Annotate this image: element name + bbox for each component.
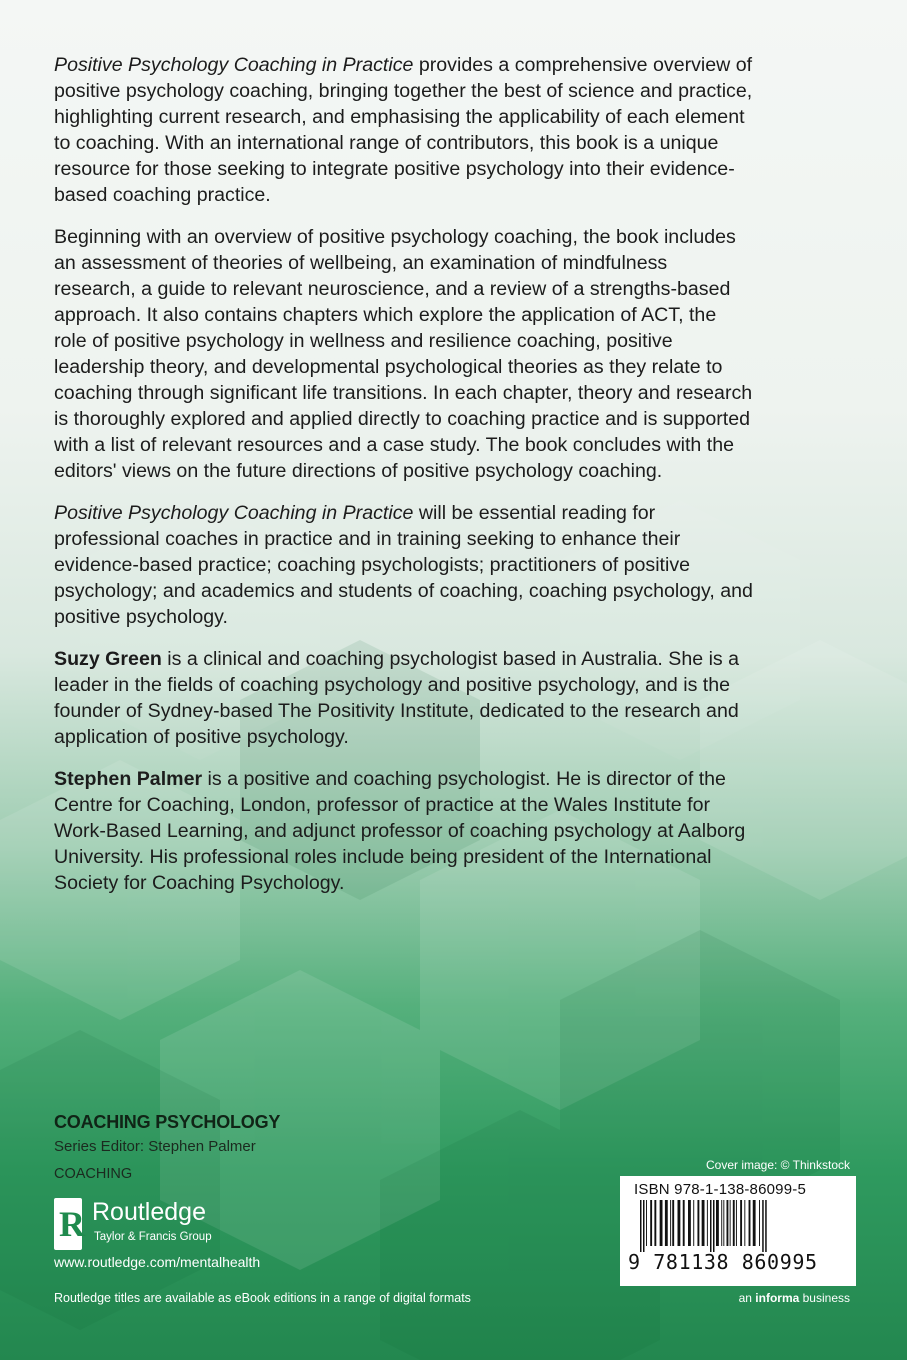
book-title-italic: Positive Psychology Coaching in Practice [54,54,414,76]
barcode-bar [723,1200,724,1246]
barcode-bar [710,1200,712,1252]
ebook-note: Routledge titles are available as eBook editions in a range of digital formats [54,1291,471,1305]
isbn-label: ISBN 978-1-138-86099-5 [634,1181,807,1198]
barcode-bar [650,1200,652,1246]
author-bio-green: Suzy Green is a clinical and coaching psychologist based in Australia. She is a leader in the fields of coaching psychology and positive psychology, and is the founder of Sydney-based The Positivity Institute, dedicated to the research and application of positive psychology. [54,648,740,748]
barcode-bar [762,1200,764,1252]
back-cover-blurb [54,52,754,912]
book-title-italic: Positive Psychology Coaching in Practice [54,502,414,524]
barcode-digits: 9 781138 860995 [628,1250,818,1274]
barcode-bar [688,1200,691,1246]
barcode-bar [759,1200,760,1246]
routledge-logo [54,1198,244,1252]
cover-image-credit: Cover image: © Thinkstock [705,1158,850,1172]
routledge-r-icon: R [54,1198,82,1250]
barcode-bar [730,1200,731,1246]
barcode-bar [670,1200,671,1246]
barcode-bar [765,1200,767,1252]
isbn-barcode [620,1176,856,1286]
author-bio-palmer: Stephen Palmer is a positive and coaching psychologist. He is director of the Centre for Coaching, London, professor of practice at the Wales Institute for Work-Based Learning, and adjunct professor of coaching psychology at Aalborg University. His professional roles include being president of the International Society for Coaching Psychology. [54,768,746,894]
barcode-bar [660,1200,663,1246]
publisher-website[interactable]: www.routledge.com/mentalhealth [54,1254,261,1270]
author-name: Suzy Green [54,648,162,670]
barcode-bar [721,1200,722,1246]
barcode-bar [744,1200,745,1246]
barcode-bar [749,1200,751,1246]
barcode-bar [683,1200,685,1246]
barcode-bar [646,1200,647,1246]
barcode-bar [716,1200,719,1246]
barcode-bar [702,1200,705,1246]
barcode-bar [727,1200,729,1246]
informa-business: an informa business [738,1291,850,1305]
barcode-bar [736,1200,737,1246]
author-name: Stephen Palmer [54,768,203,790]
barcode-bar [672,1200,674,1246]
barcode-bar [643,1200,645,1252]
subject-category: COACHING [54,1166,133,1182]
barcode-bars [638,1200,838,1252]
publisher-group: Taylor & Francis Group [94,1231,212,1243]
barcode-bar [740,1200,742,1246]
barcode-bar [640,1200,642,1252]
barcode-bar [707,1200,708,1246]
blurb-paragraph-2: Beginning with an overview of positive psychology coaching, the book includes an assessment of theories of wellbeing, an examination of mindfulness research, a guide to relevant neuroscience, and a review of a strengths-based approach. It also contains chapters which explore the application of ACT, the role of positive psychology in wellness and resilience coaching, positive leadership theory, and developmental psychological theories as they relate to coaching through significant life transitions. In each chapter, theory and research is thoroughly explored and applied directly to coaching practice and is supported with a list of relevant resources and a case study. The book concludes with the editors' views on the future directions of positive psychology coaching. [54,226,753,482]
barcode-bar [665,1200,668,1246]
barcode-bar [713,1200,715,1252]
blurb-paragraph-3: Positive Psychology Coaching in Practice will be essential reading for professional coaches in practice and in training seeking to enhance their evidence-based practice; coaching psychologists; practitioners of positive psychology; and academics and students of coaching, coaching psychology, and positive psychology. [54,502,753,628]
series-title: COACHING PSYCHOLOGY [54,1112,281,1132]
barcode-bar [678,1200,681,1246]
series-editor: Series Editor: Stephen Palmer [54,1138,256,1155]
barcode-bar [733,1200,735,1246]
barcode-bar [753,1200,756,1246]
blurb-paragraph-1: Positive Psychology Coaching in Practice provides a comprehensive overview of positive psychology coaching, bringing together the best of science and practice, highlighting current research, and emphasising the applicability of each element to coaching. With an international range of contributors, this book is a unique resource for those seeking to integrate positive psychology into their evidence-based coaching practice. [54,54,753,206]
publisher-name: Routledge [92,1198,206,1226]
barcode-bar [693,1200,694,1246]
barcode-bar [697,1200,699,1246]
barcode-bar [654,1200,656,1246]
